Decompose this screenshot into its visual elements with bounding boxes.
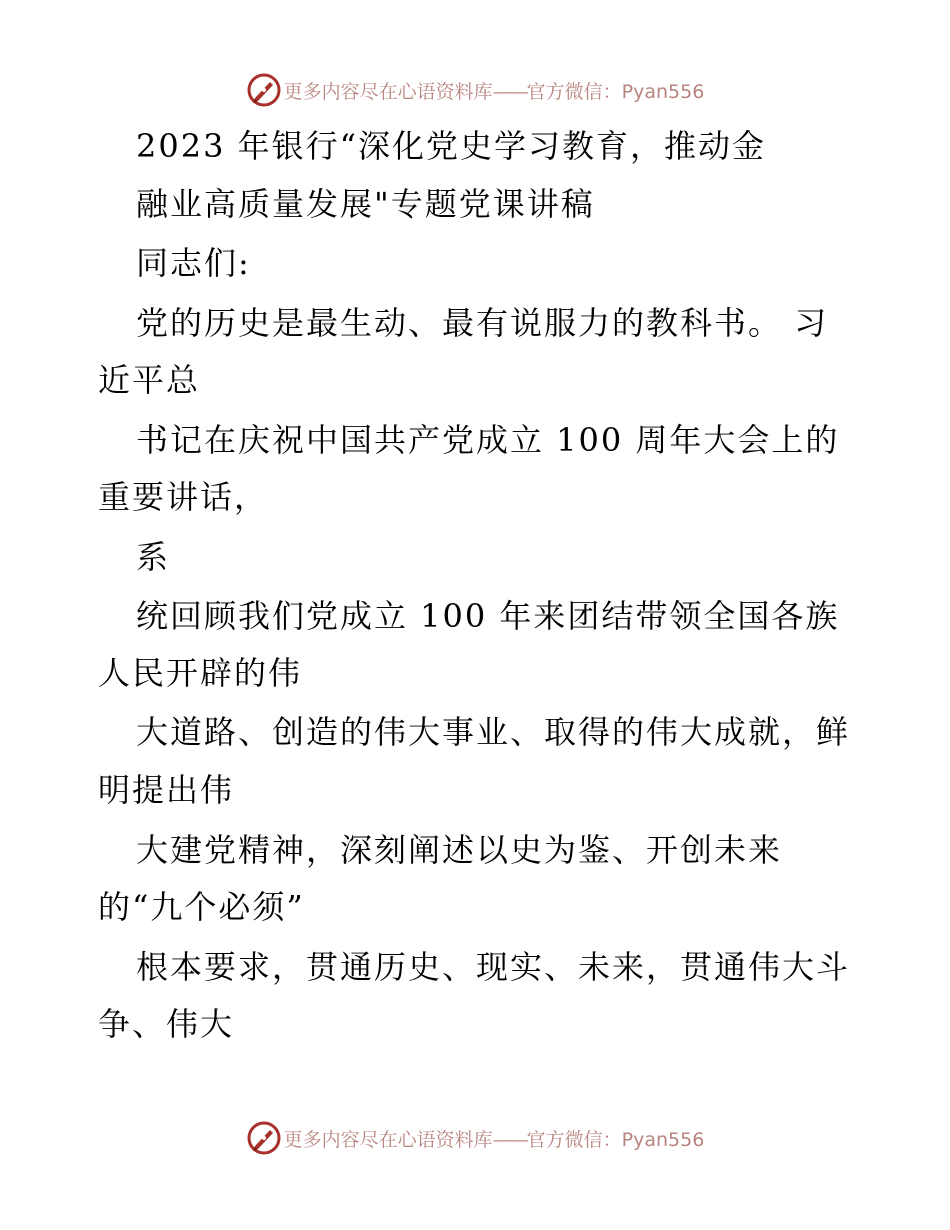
body-line: 根本要求，贯通历史、现实、未来，贯通伟大斗 bbox=[136, 948, 851, 986]
body-line: 近平总 bbox=[98, 361, 201, 399]
body-line: 重要讲话， bbox=[98, 478, 269, 516]
salutation: 同志们: bbox=[136, 244, 251, 282]
body-line: 党的历史是最生动、最有说服力的教科书。 习 bbox=[136, 304, 829, 342]
title-line-1: 2023 年银行“深化党史学习教育，推动金 bbox=[136, 127, 766, 165]
body-line: 大道路、创造的伟大事业、取得的伟大成就，鲜 bbox=[136, 713, 851, 751]
body-line: 人民开辟的伟 bbox=[98, 654, 303, 692]
body-line: 系 bbox=[136, 538, 171, 576]
body-line: 的“九个必须” bbox=[98, 888, 305, 926]
title-line-2: 融业高质量发展"专题党课讲稿 bbox=[136, 185, 595, 223]
watermark-text: 更多内容尽在心语资料库——官方微信：Pyan556 bbox=[283, 1128, 705, 1151]
pen-logo-icon bbox=[246, 72, 282, 108]
watermark-text: 更多内容尽在心语资料库——官方微信：Pyan556 bbox=[283, 80, 705, 103]
body-line: 明提出伟 bbox=[98, 771, 235, 809]
body-line: 大建党精神，深刻阐述以史为鉴、开创未来 bbox=[136, 831, 783, 869]
pen-logo-icon bbox=[246, 1120, 282, 1156]
body-line: 争、伟大 bbox=[98, 1005, 235, 1043]
watermark-header bbox=[0, 70, 950, 110]
body-line: 书记在庆祝中国共产党成立 100 周年大会上的 bbox=[136, 421, 840, 459]
body-line: 统回顾我们党成立 100 年来团结带领全国各族 bbox=[136, 597, 840, 635]
watermark-footer bbox=[0, 1118, 950, 1158]
